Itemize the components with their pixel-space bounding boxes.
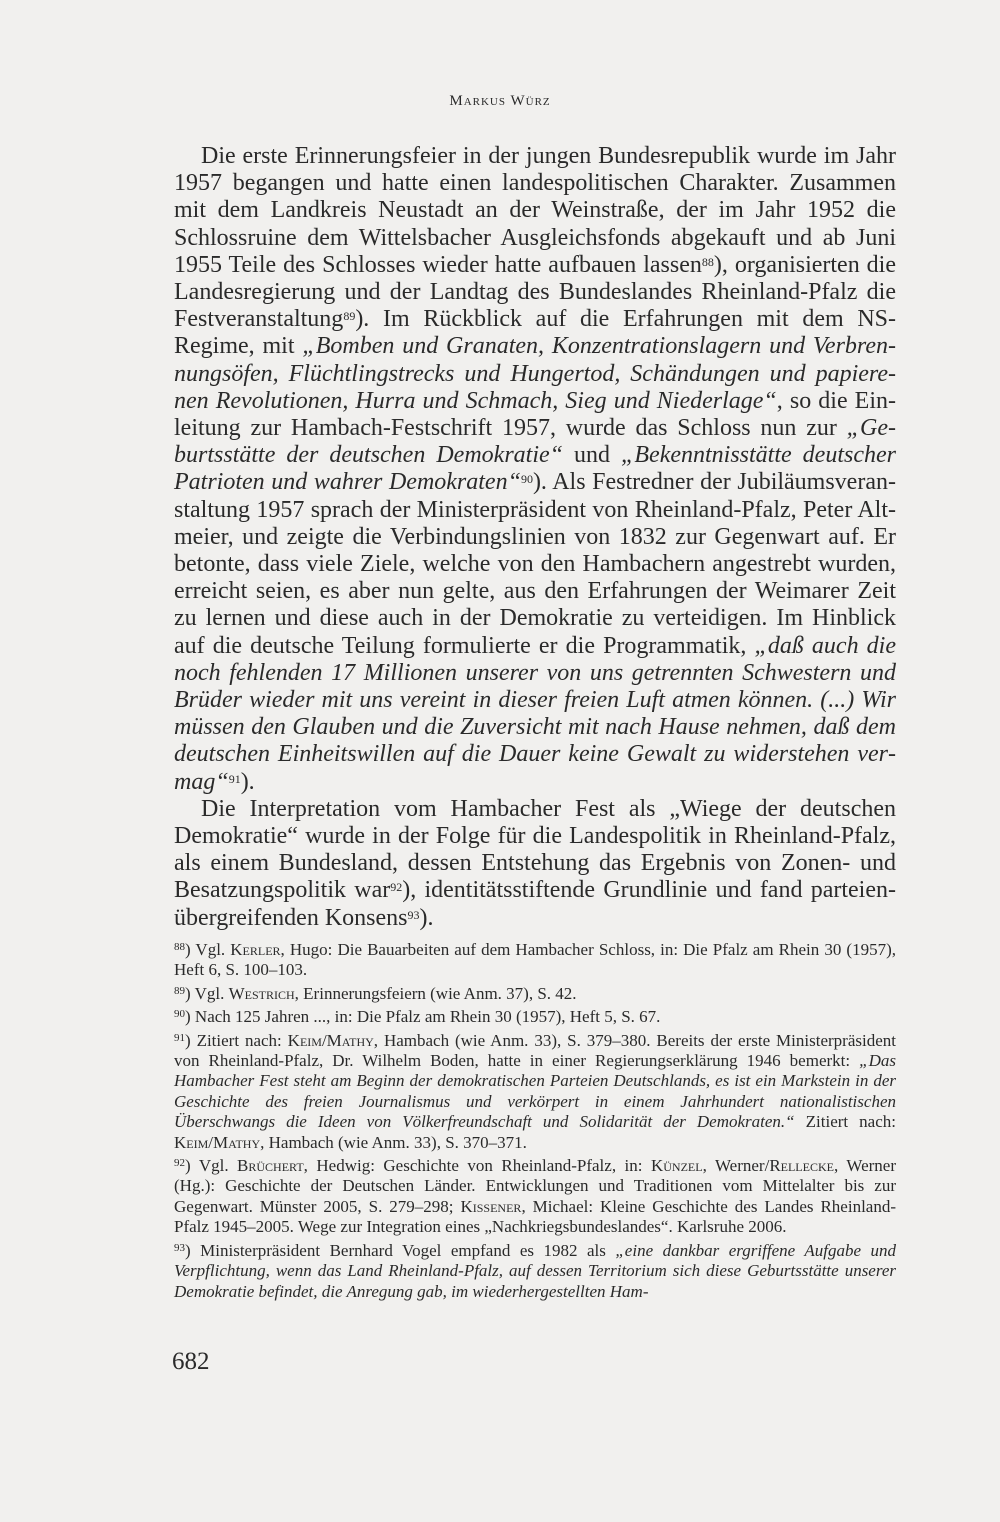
footnote bbox=[174, 1238, 896, 1302]
footnote-marker: 90 bbox=[174, 1008, 185, 1021]
text-run: , so die Einleitung zur Hambach-Festschrift 1957, wurde das Schloss nun zur bbox=[174, 387, 896, 442]
text-run: ). bbox=[419, 904, 434, 931]
author-name: Westrich bbox=[228, 983, 295, 1003]
quote-text: „daß auch die noch fehlenden 17 Millionen unserer von uns getrennten Schwestern und Brüder wieder mit uns vereint in dieser freien Luft atmen können. (...) Wir müssen den Glauben und die Zuversicht mit nach Hause nehmen, daß dem deutschen Einheitswillen auf die Dauer keine Gewalt zu widerstehen vermag“ bbox=[174, 632, 896, 795]
footnote bbox=[174, 981, 896, 1004]
text-run: , Erinnerungsfeiern (wie Anm. 37), S. 42. bbox=[294, 983, 577, 1003]
text-run: ). Im Rückblick auf die Erfahrungen mit dem NS-Regime, mit bbox=[174, 306, 896, 360]
footnote-ref: 91 bbox=[228, 771, 241, 786]
author-name: Rellecke bbox=[769, 1156, 834, 1176]
footnotes bbox=[174, 937, 896, 1302]
text-run: ) Ministerpräsident Bernhard Vogel empfand es 1982 als bbox=[185, 1240, 616, 1260]
text-run: ). bbox=[240, 768, 255, 795]
quote-text: „Das Hambacher Fest steht am Beginn der demokratischen Parteien Deutschlands, es ist ein Markstein in der Geschichte des freien Journalismus und verkörpert in einem Jahrhundert nationalistischen Überschwangs die Ideen von Völkerfreundschaft und Solidarität der Demokraten.“ bbox=[174, 1051, 896, 1132]
paragraph bbox=[174, 796, 896, 932]
text-run: , Hambach (wie Anm. 33), S. 379–380. Bereits der erste Ministerpräsident von Rheinland-Pfalz, Dr. Wilhelm Boden, hatte in einer Regierungserklärung 1946 bemerkt: bbox=[174, 1030, 896, 1071]
quote-text: „Bekenntnisstätte deutscher Patrioten und wahrer Demokraten“ bbox=[174, 442, 896, 496]
text-run: Die Interpretation vom Hambacher Fest als „Wiege der deutschen Demokratie“ wurde in der Folge für die Landespolitik in Rheinland-Pfalz, als einem Bundesland, dessen Entstehung das Ergebnis von Zonen- und Besatzungspolitik war bbox=[174, 795, 896, 904]
footnote bbox=[174, 1028, 896, 1153]
text-run: Zitiert nach: bbox=[794, 1112, 896, 1132]
footnote-marker: 93 bbox=[174, 1241, 185, 1254]
footnote-marker: 88 bbox=[174, 941, 185, 953]
footnote-marker: 89 bbox=[174, 984, 185, 997]
author-name: Brüchert bbox=[237, 1156, 304, 1176]
author-name: Keim/Mathy bbox=[287, 1030, 374, 1050]
running-head: Markus Würz bbox=[449, 93, 551, 109]
text-run: ) Vgl. bbox=[185, 983, 229, 1003]
quote-text: „Bomben und Granaten, Konzentrationslagern und Verbrennungsöfen, Flüchtlingstrecks und Hungertod, Schändungen und papierenen Revolutionen, Hurra und Schmach, Sieg und Niederlage“ bbox=[174, 333, 897, 414]
footnote bbox=[174, 1153, 896, 1238]
text-run: , Hugo: Die Bauarbeiten auf dem Hambacher Schloss, in: Die Pfalz am Rhein 30 (1957), Heft 6, S. 100–103. bbox=[174, 940, 896, 980]
text-run: Die erste Erinnerungsfeier in der jungen Bundesrepublik wurde im Jahr 1957 begangen und hatte einen landespolitischen Charakter. Zusammen mit dem Landkreis Neustadt an der Weinstraße, der im Jahr 1952 die Schlossruine dem Wittelsbacher Ausgleichsfonds abgekauft und ab Juni 1955 Teile des Schlosses wieder hatte aufbauen lassen bbox=[174, 143, 896, 278]
author-name: Kissener bbox=[460, 1196, 522, 1216]
page-number: 682 bbox=[172, 1348, 210, 1375]
footnote-ref: 89 bbox=[343, 309, 356, 324]
text-run: , Werner (Hg.): Geschichte der Deutschen Länder. Entwicklungen und Traditionen vom Mittelalter bis zur Gegenwart. Münster 2005, S. 279–298; bbox=[174, 1156, 896, 1216]
author-name: Keim/Mathy bbox=[174, 1132, 261, 1152]
text-run: ), organisierten die Landesregierung und der Landtag des Bundeslandes Rheinland-Pfalz die Festveranstaltung bbox=[174, 251, 897, 333]
text-run: , Michael: Kleine Geschichte des Landes Rheinland-Pfalz 1945–2005. Wege zur Integration eines „Nachkriegsbundeslandes“. Karlsruhe 2006. bbox=[174, 1196, 897, 1237]
text-run: , Hambach (wie Anm. 33), S. 370–371. bbox=[260, 1132, 527, 1152]
text-run: ) Zitiert nach: bbox=[185, 1030, 288, 1050]
author-name: Künzel bbox=[650, 1156, 703, 1176]
footnote-ref: 93 bbox=[407, 907, 420, 922]
author-name: Kerler bbox=[230, 940, 281, 959]
text-run: und bbox=[563, 442, 622, 469]
footnote-ref: 88 bbox=[701, 254, 714, 269]
text-run: , Werner/ bbox=[702, 1156, 770, 1176]
footnote-marker: 92 bbox=[174, 1157, 185, 1170]
footnote bbox=[174, 1004, 896, 1027]
text-run: ) Vgl. bbox=[185, 940, 231, 959]
quote-text: „eine dankbar ergriffene Aufgabe und Verpflichtung, wenn das Land Rheinland-Pfalz, auf dessen Territorium sich diese Geburtsstätte unserer Demokratie befindet, die Anregung gab, im wiederhergestellten Ham- bbox=[174, 1240, 896, 1301]
paragraph bbox=[174, 143, 896, 796]
main-text bbox=[174, 143, 896, 932]
text-run: ) Nach 125 Jahren ..., in: Die Pfalz am Rhein 30 (1957), Heft 5, S. 67. bbox=[185, 1007, 661, 1027]
footnote bbox=[174, 937, 896, 981]
footnote-ref: 90 bbox=[520, 472, 533, 487]
footnote-marker: 91 bbox=[174, 1031, 185, 1044]
quote-text: „Geburtsstätte der deutschen Demokratie“ bbox=[174, 415, 896, 469]
text-run: ), identitätsstiftende Grundlinie und fand parteienübergreifenden Konsens bbox=[174, 877, 896, 931]
text-run: , Hedwig: Geschichte von Rheinland-Pfalz, in: bbox=[303, 1156, 651, 1176]
text-run: ) Vgl. bbox=[185, 1156, 238, 1176]
footnote-ref: 92 bbox=[390, 880, 403, 895]
text-run: ). Als Festredner der Jubiläumsveranstaltung 1957 sprach der Ministerpräsident von Rheinland-Pfalz, Peter Altmeier, und zeigte die Verbindungslinien von 1832 zur Gegenwart auf. Er betonte, dass viele Ziele, welche von den Hambachern angestrebt wurden, erreicht seien, es aber nun gelte, aus den Erfahrungen der Weimarer Zeit zu lernen und diese auch in der Demokratie zu verteidigen. Im Hinblick auf die deutsche Teilung formulierte er die Programmatik, bbox=[174, 469, 896, 659]
